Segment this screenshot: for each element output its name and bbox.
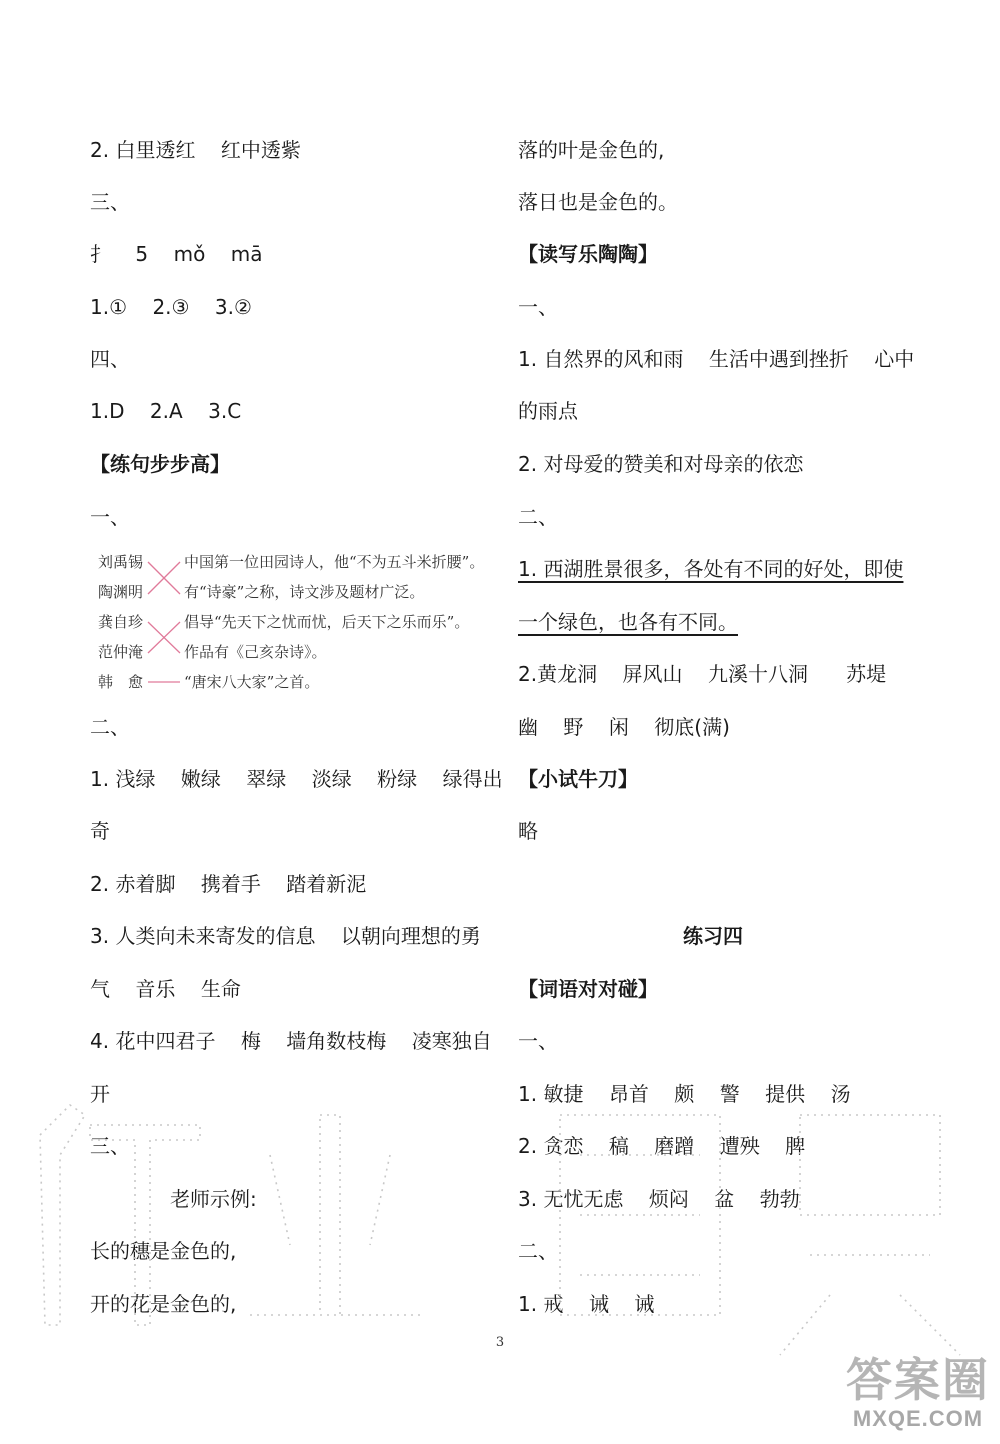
section-heading: 【读写乐陶陶】 bbox=[518, 242, 658, 266]
section-heading: 【练句步步高】 bbox=[90, 452, 230, 476]
section-number: 三、 bbox=[90, 1134, 130, 1158]
section-number: 三、 bbox=[90, 190, 130, 214]
answer-line: 1. 自然界的风和雨 生活中遇到挫折 心中 bbox=[518, 347, 915, 371]
section-heading: 【词语对对碰】 bbox=[518, 977, 658, 1001]
match-name: 范仲淹 bbox=[98, 643, 144, 661]
match-desc: 有“诗豪”之称，诗文涉及题材广泛。 bbox=[184, 583, 425, 601]
answer-line: 气 音乐 生命 bbox=[90, 977, 241, 1001]
answer-line: 1.① 2.③ 3.② bbox=[90, 295, 252, 319]
answer-line: 幽 野 闲 彻底(满) bbox=[518, 715, 730, 739]
answer-line: 1. 浅绿 嫩绿 翠绿 淡绿 粉绿 绿得出 bbox=[90, 767, 503, 791]
section-heading: 【小试牛刀】 bbox=[518, 767, 638, 791]
answer-line: 落的叶是金色的, bbox=[518, 138, 665, 162]
answer-line: 1. 敏捷 昂首 颇 警 提供 汤 bbox=[518, 1082, 851, 1106]
underlined-answer: 一个绿色，也各有不同。 bbox=[518, 610, 738, 634]
section-number: 二、 bbox=[90, 715, 130, 739]
section-number: 四、 bbox=[90, 347, 130, 371]
answer-line: 3. 人类向未来寄发的信息 以朝向理想的勇 bbox=[90, 924, 481, 948]
matching-exercise bbox=[98, 548, 498, 698]
watermark-logo bbox=[846, 1344, 990, 1432]
answer-line: 扌 5 mǒ mā bbox=[90, 242, 263, 266]
match-name: 陶渊明 bbox=[98, 583, 144, 601]
answer-line: 老师示例: bbox=[170, 1187, 257, 1211]
section-number: 一、 bbox=[518, 1029, 558, 1053]
answer-line: 长的穗是金色的, bbox=[90, 1239, 237, 1263]
section-number: 一、 bbox=[90, 505, 130, 529]
answer-line: 的雨点 bbox=[518, 399, 578, 423]
match-name: 刘禹锡 bbox=[98, 553, 144, 571]
match-desc: “唐宋八大家”之首。 bbox=[184, 673, 320, 691]
watermark bbox=[0, 1095, 1000, 1440]
answer-line: 略 bbox=[518, 819, 538, 843]
answer-line: 2.黄龙洞 屏风山 九溪十八洞 苏堤 bbox=[518, 662, 887, 686]
answer-line: 奇 bbox=[90, 819, 110, 843]
answer-line: 开的花是金色的, bbox=[90, 1292, 237, 1316]
match-desc: 倡导“先天下之忧而忧，后天下之乐而乐”。 bbox=[184, 613, 470, 631]
section-number: 二、 bbox=[518, 1239, 558, 1263]
section-number: 一、 bbox=[518, 295, 558, 319]
exercise-title: 练习四 bbox=[683, 924, 743, 948]
watermark-logo-text: 答案圈 bbox=[846, 1353, 990, 1407]
underlined-answer: 1. 西湖胜景很多，各处有不同的好处，即使 bbox=[518, 557, 904, 581]
answer-line: 4. 花中四君子 梅 墙角数枝梅 凌寒独自 bbox=[90, 1029, 492, 1053]
section-number: 二、 bbox=[518, 505, 558, 529]
answer-line: 落日也是金色的。 bbox=[518, 190, 678, 214]
answer-line: 3. 无忧无虑 烦闷 盆 勃勃 bbox=[518, 1187, 800, 1211]
answer-line: 1. 戒 诫 诫 bbox=[518, 1292, 655, 1316]
watermark-url: MXQE.COM bbox=[852, 1406, 984, 1431]
answer-line: 2. 贪恋 稿 磨蹭 遭殃 脾 bbox=[518, 1134, 806, 1158]
answer-line: 1.D 2.A 3.C bbox=[90, 399, 242, 423]
answer-line: 开 bbox=[90, 1082, 110, 1106]
answer-line: 2. 白里透红 红中透紫 bbox=[90, 138, 301, 162]
watermark-outline-icon bbox=[0, 1095, 1000, 1440]
match-name: 龚自珍 bbox=[98, 613, 144, 631]
page-number: 3 bbox=[495, 1335, 505, 1350]
match-desc: 作品有《己亥杂诗》。 bbox=[184, 643, 327, 661]
match-name: 韩 愈 bbox=[98, 673, 144, 691]
match-desc: 中国第一位田园诗人，他“不为五斗米折腰”。 bbox=[184, 553, 485, 571]
answer-line: 2. 赤着脚 携着手 踏着新泥 bbox=[90, 872, 367, 896]
answer-line: 2. 对母爱的赞美和对母亲的依恋 bbox=[518, 452, 804, 476]
